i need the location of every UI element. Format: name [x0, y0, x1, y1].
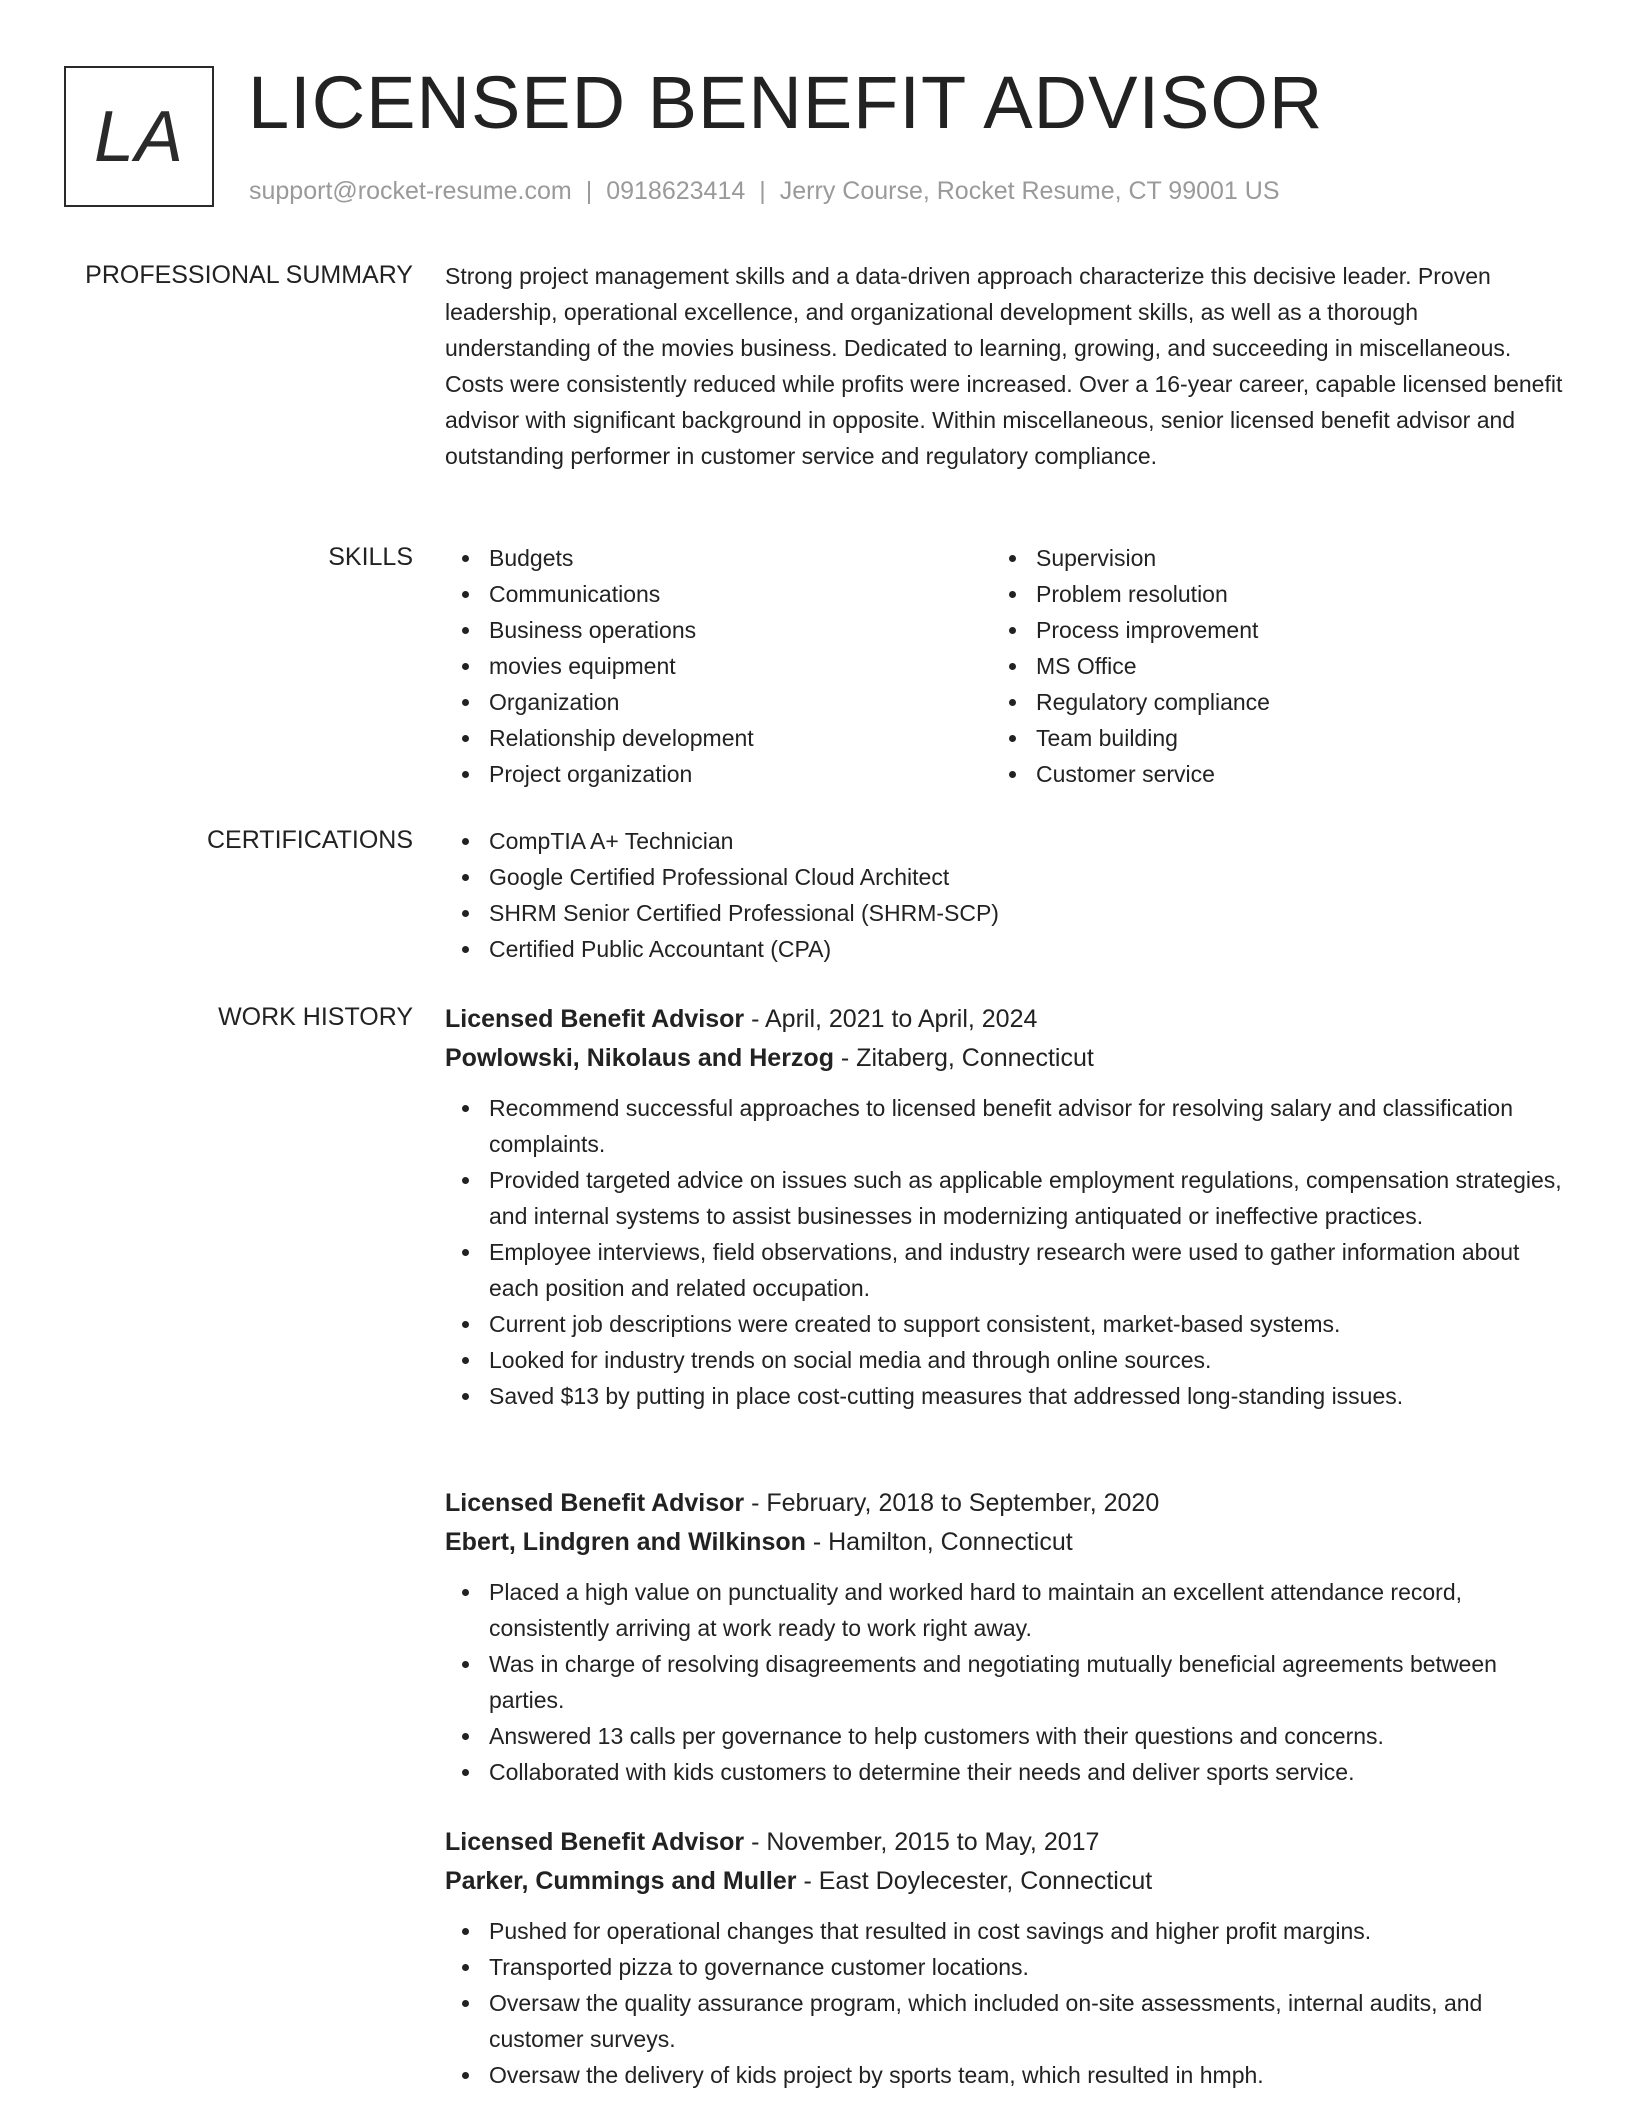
summary-heading: PROFESSIONAL SUMMARY: [85, 261, 413, 289]
job-entry: [445, 1823, 1565, 2093]
skills-body: [445, 540, 1565, 792]
list-item: SHRM Senior Certified Professional (SHRM-SCP): [445, 895, 1565, 931]
job-dates: - February, 2018 to September, 2020: [744, 1489, 1160, 1517]
list-item: Business operations: [445, 612, 992, 648]
job-bullets: [445, 1574, 1565, 1790]
job-company: Powlowski, Nikolaus and Herzog: [445, 1044, 834, 1072]
list-item: Oversaw the quality assurance program, which included on-site assessments, internal audits, and customer surveys.: [445, 1985, 1565, 2057]
contact-line: [249, 174, 1280, 208]
skills-list-right: [992, 540, 1539, 792]
resume-name: LICENSED BENEFIT ADVISOR: [248, 61, 1324, 144]
list-item: Saved $13 by putting in place cost-cutting measures that addressed long-standing issues.: [445, 1378, 1565, 1414]
summary-text: Strong project management skills and a data-driven approach characterize this decisive leader. Proven leadership, operational excellence, and organizational development skills, as well as a thorough understanding of the movies business. Dedicated to learning, growing, and succeeding in miscellaneous. Costs were consistently reduced while profits were increased. Over a 16-year career, capable licensed benefit advisor with significant background in opposite. Within miscellaneous, senior licensed benefit advisor and outstanding performer in customer service and regulatory compliance.: [445, 263, 1563, 469]
list-item: Was in charge of resolving disagreements and negotiating mutually beneficial agreements between parties.: [445, 1646, 1565, 1718]
contact-phone: 0918623414: [606, 177, 746, 205]
list-item: Regulatory compliance: [992, 684, 1539, 720]
job-title: Licensed Benefit Advisor: [445, 1489, 745, 1517]
contact-separator: |: [759, 177, 766, 205]
job-title: Licensed Benefit Advisor: [445, 1005, 745, 1033]
list-item: Team building: [992, 720, 1539, 756]
job-location: - Hamilton, Connecticut: [805, 1528, 1073, 1556]
job-title-line: [445, 1000, 1565, 1039]
certifications-list: [445, 823, 1565, 967]
skills-heading: SKILLS: [328, 543, 413, 571]
list-item: CompTIA A+ Technician: [445, 823, 1565, 859]
job-location: - East Doylecester, Connecticut: [796, 1867, 1153, 1895]
list-item: Pushed for operational changes that resulted in cost savings and higher profit margins.: [445, 1913, 1565, 1949]
monogram-box: [64, 66, 214, 207]
job-entry: [445, 1484, 1565, 1790]
certifications-heading: CERTIFICATIONS: [206, 826, 413, 854]
job-title-line: [445, 1484, 1565, 1523]
list-item: Certified Public Accountant (CPA): [445, 931, 1565, 967]
job-entry: [445, 1000, 1565, 1414]
monogram-initials: LA: [93, 96, 185, 177]
list-item: MS Office: [992, 648, 1539, 684]
job-title: Licensed Benefit Advisor: [445, 1828, 745, 1856]
list-item: Provided targeted advice on issues such as applicable employment regulations, compensation strategies, and internal systems to assist businesses in modernizing antiquated or ineffective practices.: [445, 1162, 1565, 1234]
list-item: Budgets: [445, 540, 992, 576]
list-item: Supervision: [992, 540, 1539, 576]
contact-email: support@rocket-resume.com: [249, 177, 572, 205]
job-location: - Zitaberg, Connecticut: [833, 1044, 1094, 1072]
list-item: Communications: [445, 576, 992, 612]
list-item: Organization: [445, 684, 992, 720]
contact-separator: |: [585, 177, 593, 205]
summary-body: [445, 258, 1565, 474]
list-item: Answered 13 calls per governance to help customers with their questions and concerns.: [445, 1718, 1565, 1754]
work-history-heading: WORK HISTORY: [218, 1003, 413, 1031]
list-item: Oversaw the delivery of kids project by sports team, which resulted in hmph.: [445, 2057, 1565, 2093]
contact-address: Jerry Course, Rocket Resume, CT 99001 US: [779, 177, 1280, 205]
list-item: Relationship development: [445, 720, 992, 756]
job-company-line: [445, 1039, 1565, 1078]
job-bullets: [445, 1913, 1565, 2093]
list-item: Google Certified Professional Cloud Architect: [445, 859, 1565, 895]
list-item: Problem resolution: [992, 576, 1539, 612]
list-item: Project organization: [445, 756, 992, 792]
list-item: Process improvement: [992, 612, 1539, 648]
list-item: Transported pizza to governance customer locations.: [445, 1949, 1565, 1985]
certifications-body: [445, 823, 1565, 967]
job-dates: - April, 2021 to April, 2024: [744, 1005, 1038, 1033]
list-item: Employee interviews, field observations, and industry research were used to gather information about each position and related occupation.: [445, 1234, 1565, 1306]
list-item: Current job descriptions were created to support consistent, market-based systems.: [445, 1306, 1565, 1342]
job-company: Parker, Cummings and Muller: [445, 1867, 797, 1895]
list-item: movies equipment: [445, 648, 992, 684]
list-item: Recommend successful approaches to licensed benefit advisor for resolving salary and classification complaints.: [445, 1090, 1565, 1162]
job-bullets: [445, 1090, 1565, 1414]
job-title-line: [445, 1823, 1565, 1862]
job-dates: - November, 2015 to May, 2017: [744, 1828, 1100, 1856]
job-company-line: [445, 1862, 1565, 1901]
skills-columns: [445, 540, 1565, 792]
list-item: Placed a high value on punctuality and worked hard to maintain an excellent attendance record, consistently arriving at work ready to work right away.: [445, 1574, 1565, 1646]
job-company: Ebert, Lindgren and Wilkinson: [445, 1528, 806, 1556]
job-company-line: [445, 1523, 1565, 1562]
list-item: Looked for industry trends on social media and through online sources.: [445, 1342, 1565, 1378]
list-item: Customer service: [992, 756, 1539, 792]
list-item: Collaborated with kids customers to determine their needs and deliver sports service.: [445, 1754, 1565, 1790]
skills-list-left: [445, 540, 992, 792]
